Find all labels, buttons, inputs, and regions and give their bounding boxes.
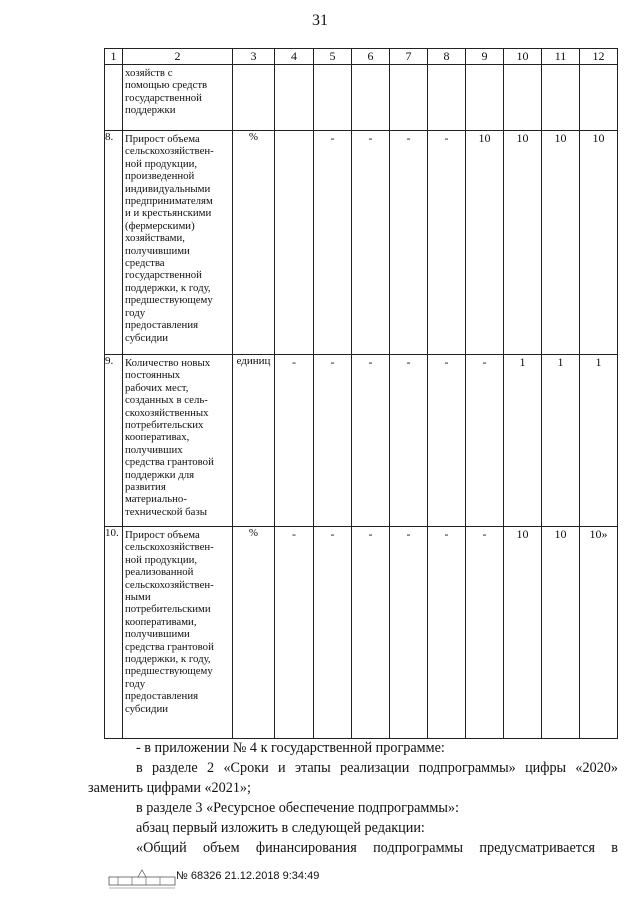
column-header: 3 bbox=[233, 49, 275, 65]
paragraph-quote: «Общий объем финансирования подпрограммы предусматривается в bbox=[136, 840, 618, 856]
column-header: 8 bbox=[428, 49, 466, 65]
value-cell: - bbox=[390, 131, 428, 355]
column-header: 10 bbox=[504, 49, 542, 65]
unit-cell bbox=[233, 65, 275, 131]
value-cell bbox=[428, 65, 466, 131]
value-cell bbox=[314, 65, 352, 131]
paragraph-first: абзац первый изложить в следующей редакции: bbox=[136, 820, 425, 836]
paragraph-section2: в разделе 2 «Сроки и этапы реализации подпрограммы» цифры «2020» bbox=[136, 760, 618, 776]
value-cell: - bbox=[352, 131, 390, 355]
value-cell: - bbox=[428, 355, 466, 527]
page-number: 31 bbox=[312, 12, 328, 29]
row-number: 9. bbox=[105, 355, 123, 527]
value-cell bbox=[352, 65, 390, 131]
table-header-row bbox=[105, 49, 618, 65]
value-cell: 10 bbox=[504, 131, 542, 355]
table-row bbox=[105, 131, 618, 355]
value-cell: - bbox=[314, 527, 352, 739]
column-header: 5 bbox=[314, 49, 352, 65]
column-header: 12 bbox=[580, 49, 618, 65]
row-number: 10. bbox=[105, 527, 123, 739]
value-cell: - bbox=[314, 355, 352, 527]
paragraph-section3: в разделе 3 «Ресурсное обеспечение подпрограммы»: bbox=[136, 800, 459, 816]
table-row bbox=[105, 65, 618, 131]
value-cell: - bbox=[352, 527, 390, 739]
indicators-table bbox=[104, 48, 618, 739]
unit-cell: единиц bbox=[233, 355, 275, 527]
value-cell bbox=[275, 65, 314, 131]
value-cell bbox=[275, 131, 314, 355]
column-header: 7 bbox=[390, 49, 428, 65]
value-cell bbox=[390, 65, 428, 131]
value-cell: - bbox=[275, 355, 314, 527]
value-cell bbox=[466, 65, 504, 131]
value-cell: - bbox=[428, 527, 466, 739]
value-cell: - bbox=[352, 355, 390, 527]
unit-cell: % bbox=[233, 527, 275, 739]
column-header: 9 bbox=[466, 49, 504, 65]
value-cell bbox=[580, 65, 618, 131]
paragraph-appendix: - в приложении № 4 к государственной программе: bbox=[136, 740, 445, 756]
column-header: 11 bbox=[542, 49, 580, 65]
value-cell: 10 bbox=[542, 131, 580, 355]
value-cell: - bbox=[428, 131, 466, 355]
value-cell: 10 bbox=[466, 131, 504, 355]
value-cell: 1 bbox=[580, 355, 618, 527]
value-cell bbox=[504, 65, 542, 131]
column-header: 6 bbox=[352, 49, 390, 65]
value-cell: - bbox=[466, 355, 504, 527]
value-cell: 10 bbox=[542, 527, 580, 739]
value-cell: - bbox=[275, 527, 314, 739]
value-cell: 10 bbox=[580, 131, 618, 355]
value-cell: - bbox=[314, 131, 352, 355]
value-cell: - bbox=[390, 355, 428, 527]
registry-stamp-icon bbox=[108, 868, 178, 892]
document-registration: № 68326 21.12.2018 9:34:49 bbox=[176, 870, 320, 882]
row-number: 8. bbox=[105, 131, 123, 355]
table-row bbox=[105, 527, 618, 739]
value-cell: 1 bbox=[504, 355, 542, 527]
value-cell: - bbox=[466, 527, 504, 739]
indicator-name: Прирост объема сельскохозяйствен- ной продукции, реализованной сельскохозяйствен- ными потребительскими кооперативами, получившими средства грантовой поддержки, к году, предшествующему году предоставления субсидии bbox=[125, 529, 214, 715]
paragraph-section2-cont: заменить цифрами «2021»; bbox=[88, 780, 251, 796]
body-text bbox=[88, 738, 618, 858]
column-header: 4 bbox=[275, 49, 314, 65]
value-cell: 1 bbox=[542, 355, 580, 527]
value-cell: 10 bbox=[504, 527, 542, 739]
value-cell: 10» bbox=[580, 527, 618, 739]
column-header: 1 bbox=[105, 49, 123, 65]
row-number bbox=[105, 65, 123, 131]
table-row bbox=[105, 355, 618, 527]
indicator-name: Количество новых постоянных рабочих мест, созданных в сель- скохозяйственных потребительских кооперативах, получивших средства грантовой поддержки для развития материально- технической базы bbox=[125, 357, 214, 518]
column-header: 2 bbox=[123, 49, 233, 65]
value-cell: - bbox=[390, 527, 428, 739]
unit-cell: % bbox=[233, 131, 275, 355]
indicator-name: хозяйств с помощью средств государственной поддержки bbox=[125, 67, 208, 117]
indicator-name: Прирост объема сельскохозяйствен- ной продукции, произведенной индивидуальными предпринимателям и и крестьянскими (фермерскими) хозяйствами, получившими средства государственной поддержки, к году, предшествующему году предоставления субсидии bbox=[125, 133, 214, 344]
value-cell bbox=[542, 65, 580, 131]
